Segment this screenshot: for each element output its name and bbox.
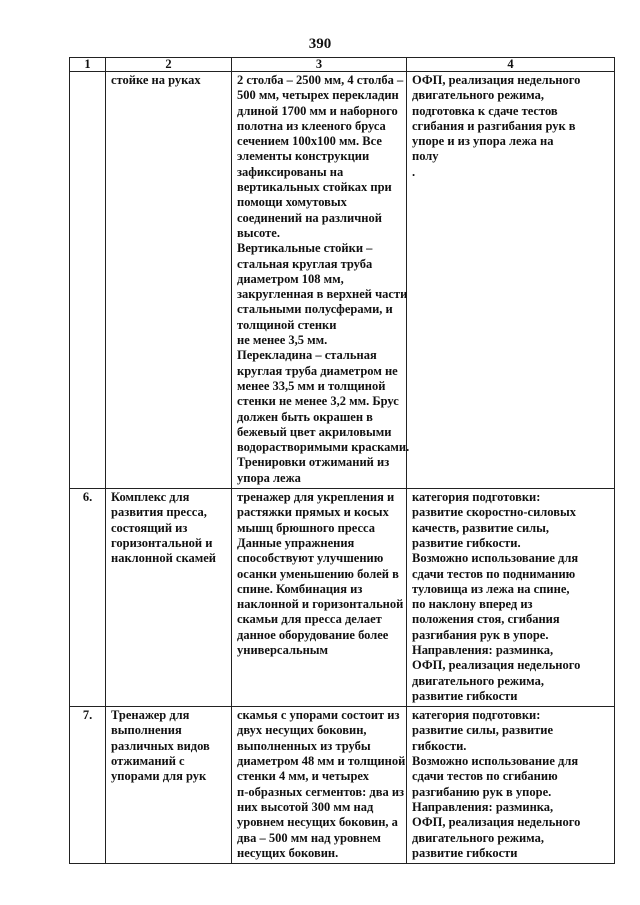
table-header-row xyxy=(70,58,615,72)
equipment-description-line: осанки уменьшению болей в xyxy=(237,566,399,581)
equipment-description-line: 500 мм, четырех перекладин xyxy=(237,88,399,103)
equipment-description-line: спине. Комбинация из xyxy=(237,581,363,596)
equipment-description-line: наклонной и горизонтальной xyxy=(237,597,404,612)
equipment-description-line: соединений на различной xyxy=(237,210,382,225)
column-header: 4 xyxy=(407,58,615,72)
equipment-description-line: 2 столба – 2500 мм, 4 столба – xyxy=(237,73,404,87)
equipment-description-line: выполненных из трубы xyxy=(237,738,371,753)
equipment-name-line: Комплекс для xyxy=(111,490,190,505)
equipment-description-line: бежевый цвет акриловыми xyxy=(237,424,392,439)
equipment-description-line: вертикальных стойках при xyxy=(237,180,392,195)
column-header: 1 xyxy=(70,58,106,72)
equipment-description-line: элементы конструкции xyxy=(237,149,370,164)
equipment-purpose-line: качеств, развитие силы, xyxy=(412,520,550,535)
equipment-name-line: упорами для рук xyxy=(111,769,207,784)
equipment-description-cell xyxy=(232,707,407,864)
equipment-name-line: отжиманий с xyxy=(111,754,185,769)
equipment-description-line: диаметром 48 мм и толщиной xyxy=(237,754,406,769)
equipment-purpose-line: ОФП, реализация недельного xyxy=(412,73,581,87)
equipment-purpose-line: гибкости. xyxy=(412,738,467,753)
equipment-purpose-line: двигательного режима, xyxy=(412,673,544,688)
row-number-cell xyxy=(70,707,106,864)
equipment-description-line: Вертикальные стойки – xyxy=(237,241,373,256)
equipment-description-line: высоте. xyxy=(237,225,280,240)
equipment-description-line: длиной 1700 мм и наборного xyxy=(237,103,398,118)
equipment-purpose-line: развитие гибкости xyxy=(412,688,518,703)
equipment-name-line: горизонтальной и xyxy=(111,535,213,550)
equipment-purpose-line: категория подготовки: xyxy=(412,490,541,505)
equipment-name-cell xyxy=(106,707,232,864)
equipment-name-line: стойке на руках xyxy=(111,73,201,87)
equipment-name-line: развития пресса, xyxy=(111,505,207,520)
equipment-purpose-line: двигательного режима, xyxy=(412,88,544,103)
equipment-purpose-line: подготовка к сдаче тестов xyxy=(412,103,558,118)
equipment-name-line: состоящий из xyxy=(111,520,188,535)
equipment-name-line: наклонной скамей xyxy=(111,551,216,566)
column-header: 3 xyxy=(232,58,407,72)
equipment-description-line: круглая труба диаметром не xyxy=(237,363,398,378)
equipment-purpose-line: сдачи тестов по подниманию xyxy=(412,566,576,581)
equipment-description-line: Данные упражнения xyxy=(237,535,355,550)
equipment-description-line: п-образных сегментов: два из xyxy=(237,784,405,799)
equipment-description-line: стенки 4 мм, и четырех xyxy=(237,769,369,784)
equipment-name-line: выполнения xyxy=(111,723,182,738)
equipment-description-line: должен быть окрашен в xyxy=(237,409,373,424)
equipment-purpose-line: разгибанию рук в упоре. xyxy=(412,784,552,799)
equipment-description-line: тренажер для укрепления и xyxy=(237,490,395,505)
equipment-description-line: менее 33,5 мм и толщиной xyxy=(237,378,386,393)
equipment-name-cell xyxy=(106,72,232,489)
equipment-purpose-line: развитие силы, развитие xyxy=(412,723,554,738)
column-header: 2 xyxy=(106,58,232,72)
equipment-description-line: толщиной стенки xyxy=(237,317,337,332)
equipment-purpose-line: по наклону вперед из xyxy=(412,597,533,612)
equipment-description-line: них высотой 300 мм над xyxy=(237,799,374,814)
equipment-description-line: водорастворимыми красками. xyxy=(237,440,410,455)
equipment-purpose-line: сгибания и разгибания рук в xyxy=(412,118,576,133)
row-number: 7. xyxy=(82,708,93,723)
equipment-description-line: несущих боковин. xyxy=(237,845,339,860)
equipment-purpose-line: сдачи тестов по сгибанию xyxy=(412,769,558,784)
equipment-purpose-line: ОФП, реализация недельного xyxy=(412,658,581,673)
equipment-description-line: стенки не менее 3,2 мм. Брус xyxy=(237,394,399,409)
equipment-purpose-cell xyxy=(407,707,615,864)
equipment-purpose-line: развитие гибкости. xyxy=(412,535,521,550)
equipment-purpose-line: Возможно использование для xyxy=(412,754,579,769)
equipment-purpose-line: ОФП, реализация недельного xyxy=(412,815,581,830)
equipment-description-line: скамья с упорами состоит из xyxy=(237,708,400,723)
equipment-description-line: данное оборудование более xyxy=(237,627,389,642)
equipment-purpose-cell xyxy=(407,489,615,707)
page-number: 390 xyxy=(308,36,332,52)
row-number-cell xyxy=(70,489,106,707)
equipment-description-line: зафиксированы на xyxy=(237,164,344,179)
equipment-description-cell xyxy=(232,72,410,489)
equipment-name-cell xyxy=(106,489,232,707)
equipment-purpose-line: положения стоя, сгибания xyxy=(412,612,560,627)
equipment-table xyxy=(69,57,615,864)
equipment-name-line: Тренажер для xyxy=(111,708,190,723)
equipment-description-line: мышц брюшного пресса xyxy=(237,520,376,535)
equipment-description-line: помощи хомутовых xyxy=(237,195,347,210)
equipment-purpose-line: двигательного режима, xyxy=(412,830,544,845)
equipment-name-line: различных видов xyxy=(111,738,210,753)
equipment-purpose-cell xyxy=(407,72,615,489)
equipment-purpose-line: разгибания рук в упоре. xyxy=(412,627,549,642)
equipment-description-line: двух несущих боковин, xyxy=(237,723,367,738)
equipment-purpose-line: Направления: разминка, xyxy=(412,799,554,814)
equipment-description-line: Тренировки отжиманий из xyxy=(237,455,390,470)
equipment-purpose-line: упоре и из упора лежа на xyxy=(412,134,554,149)
equipment-description-line: упора лежа xyxy=(237,470,301,485)
equipment-purpose-line: Возможно использование для xyxy=(412,551,579,566)
equipment-purpose-line: Направления: разминка, xyxy=(412,642,554,657)
equipment-description-line: диаметром 108 мм, xyxy=(237,271,344,286)
equipment-description-line: Перекладина – стальная xyxy=(237,348,377,363)
equipment-description-cell xyxy=(232,489,407,707)
equipment-description-line: стальными полусферами, и xyxy=(237,302,393,317)
equipment-description-line: сечением 100х100 мм. Все xyxy=(237,134,382,149)
equipment-description-line: стальная круглая труба xyxy=(237,256,373,271)
table-row xyxy=(70,489,615,707)
table-row xyxy=(70,707,615,864)
equipment-purpose-line: туловища из лежа на спине, xyxy=(412,581,570,596)
equipment-description-line: универсальным xyxy=(237,642,329,657)
equipment-purpose-line: категория подготовки: xyxy=(412,708,541,723)
equipment-purpose-line: полу xyxy=(412,149,439,164)
row-number-cell xyxy=(70,72,106,489)
equipment-description-line: скамьи для пресса делает xyxy=(237,612,382,627)
equipment-description-line: полотна из клееного бруса xyxy=(237,118,386,133)
equipment-description-line: не менее 3,5 мм. xyxy=(237,333,328,348)
equipment-description-line: растяжки прямых и косых xyxy=(237,505,389,520)
equipment-purpose-line: развитие скоростно-силовых xyxy=(412,505,576,520)
equipment-description-line: способствуют улучшению xyxy=(237,551,384,566)
equipment-description-line: два – 500 мм над уровнем xyxy=(237,830,381,845)
row-number: 6. xyxy=(82,490,93,505)
equipment-description-line: уровнем несущих боковин, а xyxy=(237,815,398,830)
equipment-purpose-line: развитие гибкости xyxy=(412,845,518,860)
equipment-description-line: закругленная в верхней части xyxy=(237,287,408,302)
table-row xyxy=(70,72,615,489)
equipment-purpose-line: . xyxy=(412,164,416,179)
